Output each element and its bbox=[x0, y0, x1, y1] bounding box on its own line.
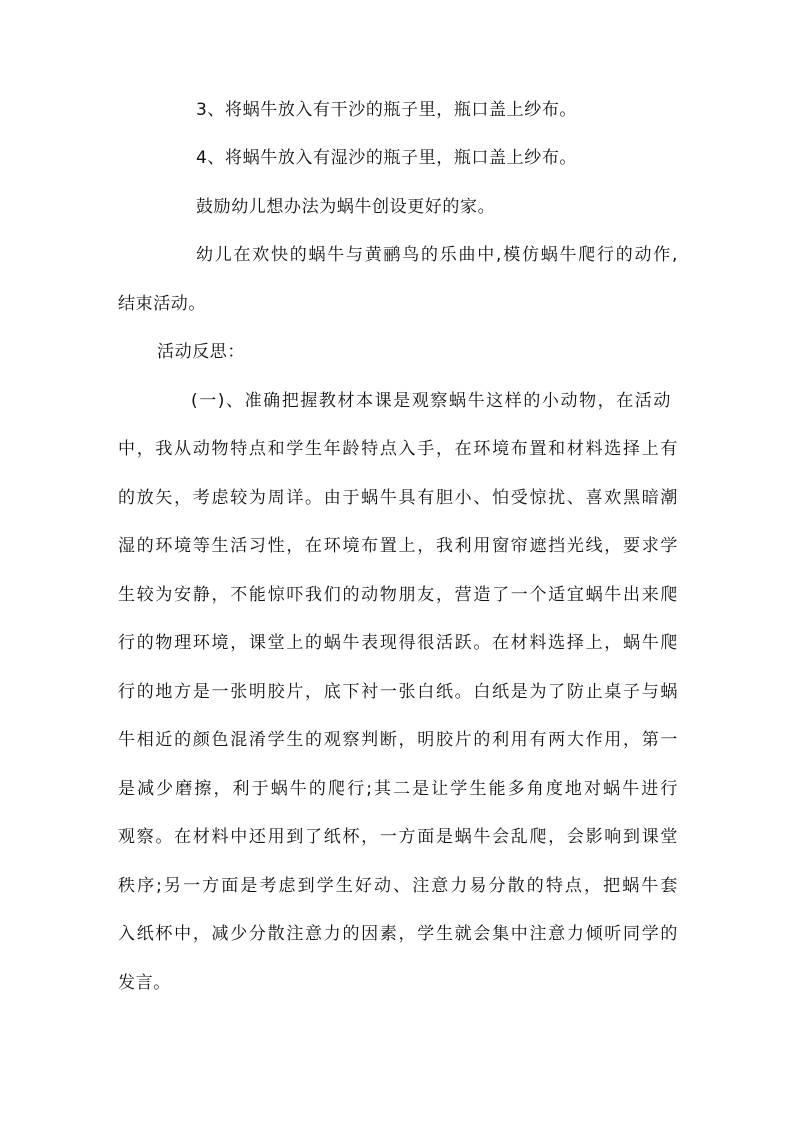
text-line-3: 鼓励幼儿想办法为蜗牛创设更好的家。 bbox=[196, 197, 496, 217]
text-line-13: 行的地方是一张明胶片，底下衬一张白纸。白纸是为了防止桌子与蜗 bbox=[118, 682, 678, 702]
text-line-10: 湿的环境等生活习性，在环境布置上，我利用窗帘遮挡光线，要求学 bbox=[118, 536, 678, 556]
text-line-18: 入纸杯中，减少分散注意力的因素，学生就会集中注意力倾听同学的 bbox=[118, 924, 678, 944]
text-line-11: 生较为安静，不能惊吓我们的动物朋友，营造了一个适宜蜗牛出来爬 bbox=[118, 585, 678, 605]
text-line-9: 的放矢，考虑较为周详。由于蜗牛具有胆小、怕受惊扰、喜欢黑暗潮 bbox=[118, 488, 678, 508]
text-line-4: 幼儿在欢快的蜗牛与黄鹂鸟的乐曲中,模仿蜗牛爬行的动作, bbox=[196, 245, 678, 265]
text-line-19: 发言。 bbox=[118, 973, 171, 993]
section-heading-reflection: 活动反思： bbox=[157, 342, 245, 362]
text-line-1: 3、将蜗牛放入有干沙的瓶子里，瓶口盖上纱布。 bbox=[196, 100, 578, 120]
text-line-12: 行的物理环境，课堂上的蜗牛表现得很活跃。在材料选择上，蜗牛爬 bbox=[118, 633, 678, 653]
text-line-16: 观察。在材料中还用到了纸杯，一方面是蜗牛会乱爬，会影响到课堂 bbox=[118, 827, 678, 847]
text-line-8: 中，我从动物特点和学生年龄特点入手，在环境布置和材料选择上有 bbox=[118, 439, 678, 459]
text-line-17: 秩序;另一方面是考虑到学生好动、注意力易分散的特点，把蜗牛套 bbox=[118, 876, 678, 896]
text-line-5: 结束活动。 bbox=[118, 294, 206, 314]
text-line-7: (一)、准确把握教材本课是观察蜗牛这样的小动物，在活动 bbox=[191, 391, 671, 411]
text-line-15: 是减少磨擦，利于蜗牛的爬行;其二是让学生能多角度地对蜗牛进行 bbox=[118, 779, 678, 799]
text-line-14: 牛相近的颜色混淆学生的观察判断，明胶片的利用有两大作用，第一 bbox=[118, 730, 678, 750]
text-line-2: 4、将蜗牛放入有湿沙的瓶子里，瓶口盖上纱布。 bbox=[196, 148, 578, 168]
